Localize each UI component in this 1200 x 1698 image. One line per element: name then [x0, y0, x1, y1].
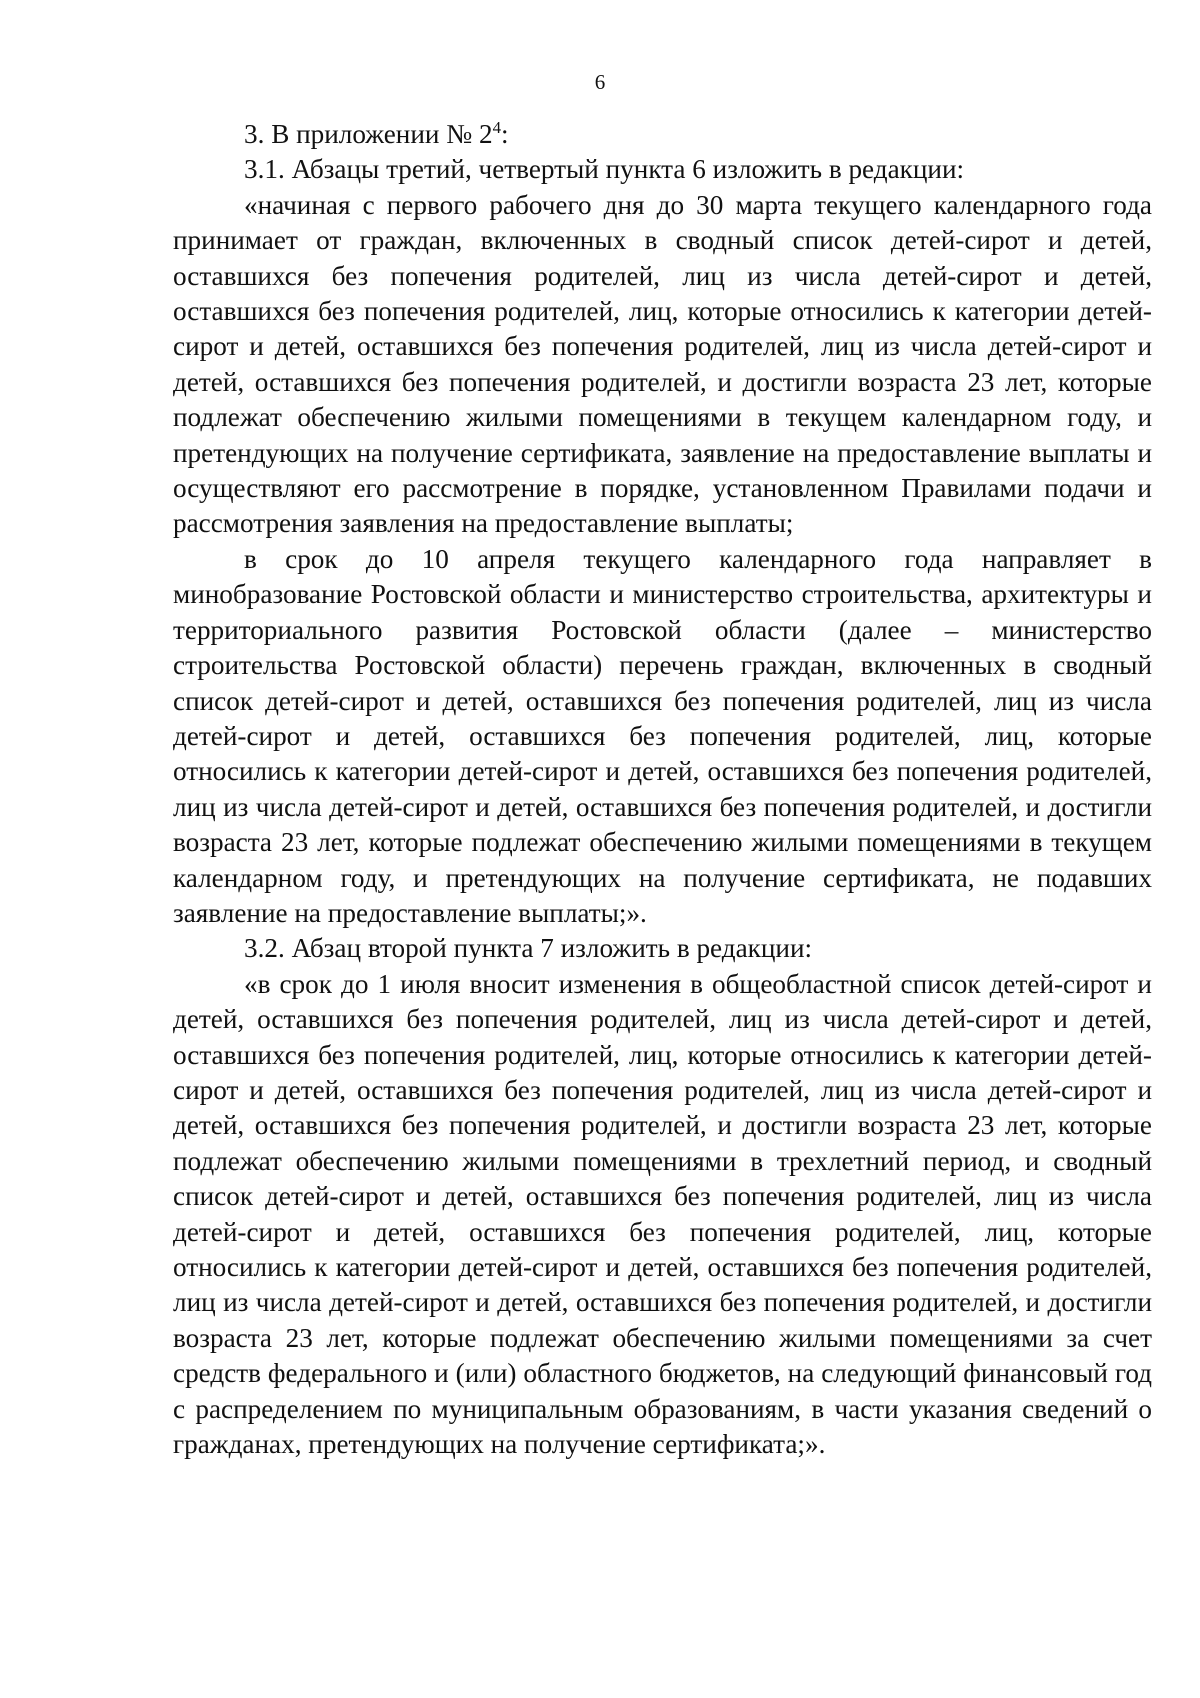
subsection-3-1-heading: 3.1. Абзацы третий, четвертый пункта 6 изложить в редакции:: [244, 154, 965, 185]
paragraph-quote-3: «в срок до 1 июля вносит изменения в общеобластной список детей-сирот и детей, оставшихся без попечения родителей, лиц из числа детей-сирот и детей, оставшихся без попечения родителей, лиц, которые относились к категории детей-сирот и детей, оставшихся без попечения родителей, лиц из числа детей-сирот и детей, оставшихся без попечения родителей, и достигли возраста 23 лет, которые подлежат обеспечению жилыми помещениями в трехлетний период, и сводный список детей-сирот и детей, оставшихся без попечения родителей, лиц из числа детей-сирот и детей, оставшихся без попечения родителей, лиц, которые относились к категории детей-сирот и детей, оставшихся без попечения родителей, лиц из числа детей-сирот и детей, оставшихся без попечения родителей, и достигли возраста 23 лет, которые подлежат обеспечению жилыми помещениями за счет средств федерального и (или) областного бюджетов, на следующий финансовый год с распределением по муниципальным образованиям, в части указания сведений о гражданах, претендующих на получение сертификата;».: [173, 968, 1152, 1460]
section-heading: [173, 117, 1152, 152]
paragraph-quote-2: в срок до 10 апреля текущего календарного года направляет в минобразование Ростовской области и министерство строительства, архитектуры и территориального развития Ростовской области (далее – министерство строительства Ростовской области) перечень граждан, включенных в сводный список детей-сирот и детей, оставшихся без попечения родителей, лиц из числа детей-сирот и детей, оставшихся без попечения родителей, лиц, которые относились к категории детей-сирот и детей, оставшихся без попечения родителей, лиц из числа детей-сирот и детей, оставшихся без попечения родителей, и достигли возраста 23 лет, которые подлежат обеспечению жилыми помещениями в текущем календарном году, и претендующих на получение сертификата, не подавших заявление на предоставление выплаты;».: [173, 543, 1152, 928]
page-number: 6: [594, 70, 606, 94]
document-body: [173, 117, 1152, 1462]
paragraph-quote-1: «начиная с первого рабочего дня до 30 марта текущего календарного года принимает от граждан, включенных в сводный список детей-сирот и детей, оставшихся без попечения родителей, лиц из числа детей-сирот и детей, оставшихся без попечения родителей, лиц, которые относились к категории детей-сирот и детей, оставшихся без попечения родителей, лиц из числа детей-сирот и детей, оставшихся без попечения родителей, и достигли возраста 23 лет, которые подлежат обеспечению жилыми помещениями в текущем календарном году, и претендующих на получение сертификата, заявление на предоставление выплаты и осуществляют его рассмотрение в порядке, установленном Правилами подачи и рассмотрения заявления на предоставление выплаты;: [173, 189, 1152, 539]
section-heading-suffix: :: [501, 119, 509, 149]
section-heading-text: 3. В приложении № 2: [244, 119, 493, 149]
section-heading-superscript: 4: [492, 117, 502, 137]
subsection-3-2-heading: 3.2. Абзац второй пункта 7 изложить в редакции:: [244, 933, 813, 964]
